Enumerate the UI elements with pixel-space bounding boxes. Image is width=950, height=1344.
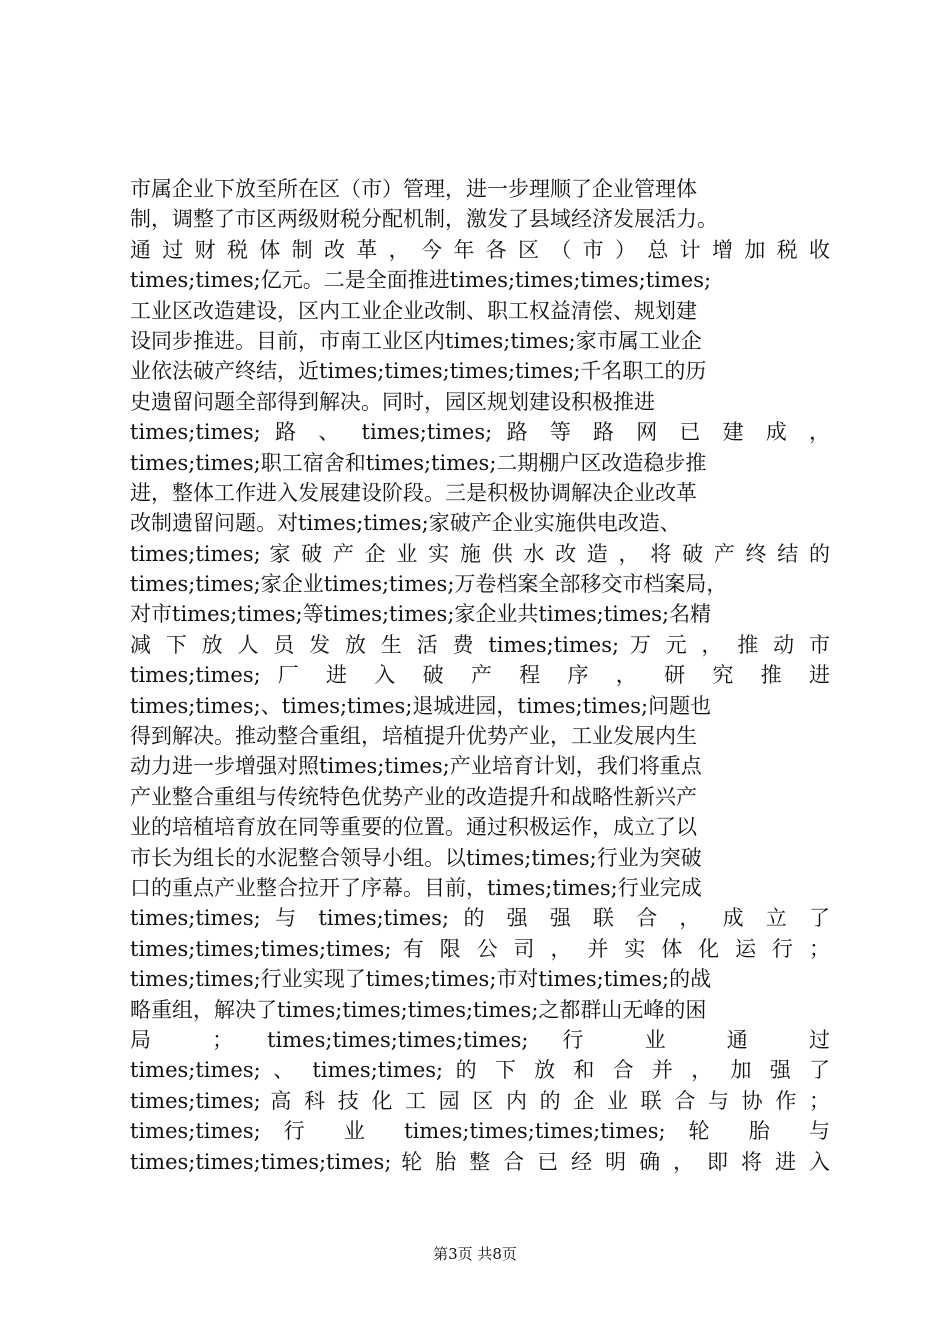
text-line: 业的培植培育放在同等重要的位置。通过积极运作，成立了以 xyxy=(130,815,697,840)
text-line: 史遗留问题全部得到解决。同时，园区规划建设积极推进 xyxy=(130,389,655,414)
text-line: 市属企业下放至所在区（市）管理，进一步理顺了企业管理体 xyxy=(130,177,697,201)
text-line: times;times; 厂 进 入 破 产 程 序 ， 研 究 推 进 xyxy=(130,663,830,688)
text-line: 市长为组长的水泥整合领导小组。以times;times;行业为突破 xyxy=(130,845,702,870)
body-paragraph xyxy=(130,174,830,1177)
text-line: times;times;、times;times;退城进园，times;times;问题也 xyxy=(130,693,712,718)
text-line: 动力进一步增强对照times;times;产业培育计划，我们将重点 xyxy=(130,754,702,779)
text-line: times;times; 家 破 产 企 业 实 施 供 水 改 造 ， 将 破 产 终 结 的 xyxy=(130,541,830,566)
text-line: times;times; 、 times;times; 的 下 放 和 合 并 ， 加 强 了 xyxy=(130,1058,830,1083)
text-line: 局 ； times;times;times;times; 行 业 通 过 xyxy=(130,1027,830,1052)
text-line: 工业区改造建设，区内工业企业改制、职工权益清偿、规划建 xyxy=(130,298,697,323)
text-line: times;times;家企业times;times;万卷档案全部移交市档案局， xyxy=(130,572,728,597)
text-line: 口的重点产业整合拉开了序幕。目前，times;times;行业完成 xyxy=(130,875,702,900)
text-line: times;times; 与 times;times; 的 强 强 联 合 ， 成 立 了 xyxy=(130,906,830,931)
text-line: 制，调整了市区两级财税分配机制，激发了县域经济发展活力。 xyxy=(130,207,718,232)
text-line: 进，整体工作进入发展建设阶段。三是积极协调解决企业改革 xyxy=(130,480,697,505)
text-line: 通过财税体制改革，今年各区（市）总计增加税收 xyxy=(130,237,830,262)
text-line: 略重组，解决了times;times;times;times;之都群山无峰的困 xyxy=(130,997,707,1022)
text-line: times;times;亿元。二是全面推进times;times;times;times; xyxy=(130,268,712,293)
text-line: times;times;行业实现了times;times;市对times;times;的战 xyxy=(130,967,712,992)
text-line: times;times; 高 科 技 化 工 园 区 内 的 企 业 联 合 与 协 作 ； xyxy=(130,1088,830,1113)
text-line: times;times;times;times; 有 限 公 司 ， 并 实 体 化 运 行 ； xyxy=(130,936,830,961)
text-line: 得到解决。推动整合重组，培植提升优势产业，工业发展内生 xyxy=(130,724,697,749)
page-number-footer: 第3页 共8页 xyxy=(433,1245,517,1263)
text-line: 改制遗留问题。对times;times;家破产企业实施供电改造、 xyxy=(130,511,681,536)
text-line: 业依法破产终结，近times;times;times;times;千名职工的历 xyxy=(130,359,707,384)
text-line: 产业整合重组与传统特色优势产业的改造提升和战略性新兴产 xyxy=(130,784,697,809)
text-line: 减 下 放 人 员 发 放 生 活 费 times;times; 万 元 ， 推 动 市 xyxy=(130,632,830,657)
text-line: times;times;times;times; 轮 胎 整 合 已 经 明 确 ， 即 将 进 入 xyxy=(130,1149,830,1174)
text-line: times;times; 路 、 times;times; 路 等 路 网 已 建 成 ， xyxy=(130,420,830,445)
text-line: times;times; 行 业 times;times;times;times; 轮 胎 与 xyxy=(130,1119,830,1144)
text-line: 设同步推进。目前，市南工业区内times;times;家市属工业企 xyxy=(130,328,702,353)
text-line: 对市times;times;等times;times;家企业共times;times;名精 xyxy=(130,602,712,627)
text-line: times;times;职工宿舍和times;times;二期棚户区改造稳步推 xyxy=(130,450,707,475)
